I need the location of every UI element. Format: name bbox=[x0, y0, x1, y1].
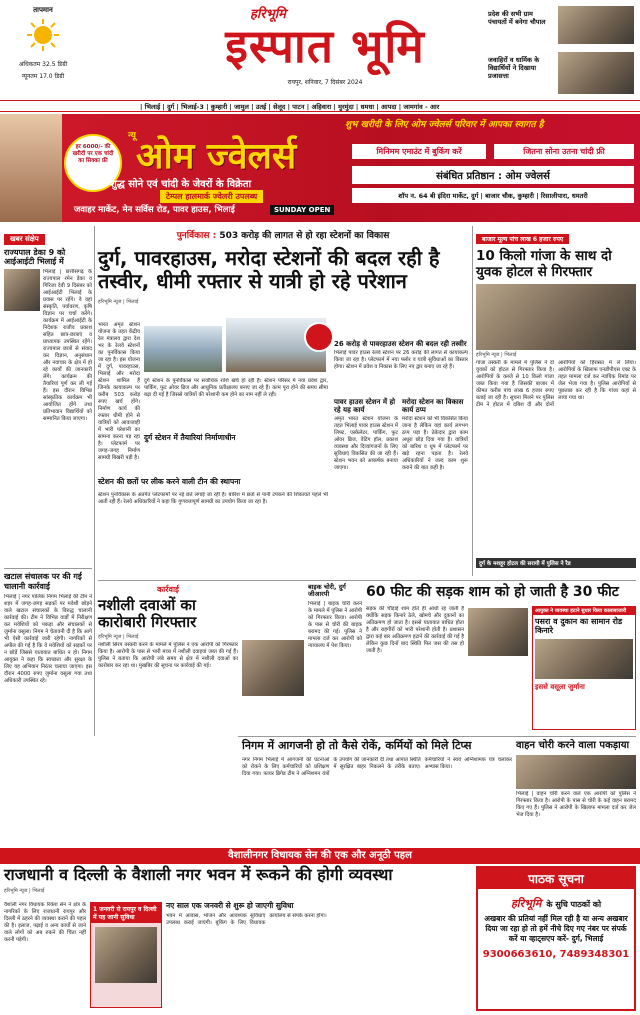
notice-text: अखबार की प्रतियां नहीं मिल रही है या अन्य अखबार दिया जा रहा हो तो हमें नीचे दिए गए नंबर पर संपर्क करें या व्हाट्सएप करें- दुर्ग, भिलाई bbox=[484, 914, 628, 943]
left-header: खबर संक्षेप bbox=[4, 234, 45, 245]
temp-max: अधिकतम 32.5 डिग्री bbox=[18, 61, 68, 68]
ad-desc: शुद्ध सोने एवं चांदी के जेवरों के विक्रेता bbox=[110, 179, 252, 190]
bottom-story bbox=[4, 866, 472, 1011]
promo-2 bbox=[488, 52, 636, 96]
theft-text: भिलाई | बाइक चोरी करने के मामले में पुलिस ने आरोपी को गिरफ्तार किया। आरोपी के पास से चोरी की बाइक बरामद की गई। पुलिस ने मामला दर्ज कर आरोपी को न्यायालय में पेश किया। bbox=[308, 600, 362, 649]
bottom-banner-text: वैशालीनगर विधायक सेन की एक और अनूठी पहल bbox=[228, 850, 412, 861]
haribhoomi-badge bbox=[304, 322, 334, 352]
left-col-divider bbox=[94, 226, 95, 736]
brief-1-photo bbox=[4, 269, 40, 311]
notice-title: पाठक सूचना bbox=[478, 868, 634, 889]
lead-text: भारत अमृत स्टेशन योजना के तहत केंद्रीय रेल मंत्रालय द्वारा देश भर के रेलवे स्टेशनों का पुनर्विकास किया जा रहा है। इस योजना में दुर्ग, पावरहाउस, भिलाई और मरोदा स्टेशन शामिल हैं जिनके कायाकल्प पर करीब 503 करोड़ रुपए खर्च होंगे। निर्माण कार्य की रफ्तार धीमी होने से यात्रियों को आवाजाही में भारी परेशानी का सामना करना पड़ रहा है। प्लेटफार्म पर जगह-जगह निर्माण सामग्री बिखरी पड़ी है। bbox=[98, 322, 140, 461]
lead-side-column bbox=[334, 340, 468, 580]
brief-2-title: खटाल संचालक पर की गई चालानी कार्रवाई bbox=[4, 572, 82, 591]
sun-icon bbox=[26, 18, 60, 52]
side-t1: भिलाई पावर हाउस रेलवे स्टेशन पर 26 करोड़ की लागत से कायाकल्प किया जा रहा है। प्लेटफार्म में नया फ्लोर व यात्री सुविधाओं का विस्तार होगा। स्टेशन में प्रवेश व निकास के लिए नए द्वार बनाए जा रहे हैं। bbox=[334, 350, 468, 371]
ad-open: SUNDAY OPEN bbox=[270, 205, 334, 215]
notice-brand: हरिभूमि bbox=[510, 897, 542, 910]
vehicle-text: भिलाई | वाहन चोरी करने वाले एक आरोपी को पुलिस ने गिरफ्तार किया है। आरोपी के पास से चोरी के कई वाहन बरामद किए गए हैं। पुलिस ने आरोपी के खिलाफ मामला दर्ज कर जेल भेज दिया है। bbox=[516, 790, 636, 818]
road-text: सड़क की चौड़ाई शाम होते ही आधी रह जाती है क्योंकि सड़क किनारे ठेले, खोमचे और दुकानों का अतिक्रमण हो जाता है। इससे यातायात बाधित होता है और राहगीरों को भारी परेशानी होती है। प्रशासन द्वारा कई बार अतिक्रमण हटाने की कार्रवाई की गई है लेकिन कुछ दिनों बाद स्थिति फिर जस की तस हो जाती है। bbox=[366, 606, 464, 654]
lead-sub2: स्टेशन की छतों पर लीक करने वाली टीन की स्थापना bbox=[98, 477, 241, 486]
dateline: रायपुर, शनिवार, 7 दिसंबर 2024 bbox=[287, 79, 363, 86]
shop-kicker: आयुक्त ने व्यवस्था हटाने सुधार किया कालाबाजारी bbox=[533, 607, 635, 615]
promo-1-text: प्रदेश की सभी ग्राम पंचायतों में बनेगा चौपाल bbox=[488, 10, 546, 26]
ad-button-2: जितना सोना उतना चांदी फ्री bbox=[494, 144, 634, 159]
road-story bbox=[366, 584, 636, 734]
promo-2-photo bbox=[558, 52, 634, 94]
theft-brief bbox=[308, 584, 362, 734]
ad-collection: टेम्पल हालमार्क ज्वेलरी उपलब्ध bbox=[160, 190, 263, 203]
city-strip bbox=[0, 100, 640, 112]
lead-kicker-label: पुनर्विकास : bbox=[176, 231, 217, 241]
fire-headline: निगम में आगजनी हो तो कैसे रोकें, कर्मियों को मिले टिप्स bbox=[242, 739, 472, 752]
ad-brand: ओम ज्वेलर्स bbox=[136, 136, 297, 177]
side-h2: पावर हाउस स्टेशन में हो रहे यह कार्य bbox=[334, 398, 396, 415]
reader-notice bbox=[476, 866, 636, 1011]
right-text: गांजा तस्करी के मामले में पुलिस ने दो युवकों को होटल से गिरफ्तार किया है। आरोपियों के कब्जे से 10 किलो गांजा जब्त किया गया है जिसकी बाजार में कीमत करीब पांच लाख 6 हजार रुपए बताई जा रही है। सूचना मिलने पर पुलिस टीम ने होटल में दबिश दी और दोनों आरोपियों को हिरासत में ले लिया। आरोपियों के खिलाफ एनडीपीएस एक्ट के तहत मामला दर्ज कर न्यायिक रिमांड पर जेल भेजा गया है। पुलिस आरोपियों से पूछताछ कर रही है कि गांजा कहां से लाया गया था। bbox=[476, 360, 636, 409]
lead-caption: दुर्ग स्टेशन में तैयारियां निर्माणाधीन bbox=[144, 433, 236, 442]
lead-kicker-rest: 503 करोड़ की लागत से हो रहा स्टेशनों का विकास bbox=[216, 231, 390, 241]
drug-headline: नशीली दवाओं का कारोबारी गिरफ्तार bbox=[98, 596, 197, 632]
right-point: दुर्ग के मशहूर होटल की सरायी में पुलिस ने रैड bbox=[476, 558, 636, 568]
row2-divider bbox=[98, 580, 636, 581]
ad-button-1: मिनिमम एमाउंट में बुकिंग करें bbox=[352, 144, 486, 159]
vehicle-photo bbox=[516, 755, 636, 789]
ad-address: जवाहर मार्केट, मेन सर्विस रोड, पावर हाउस, भिलाई bbox=[74, 205, 235, 215]
bottom-box bbox=[90, 902, 162, 1008]
ad-branch-title: संबंधित प्रतिष्ठान : ओम ज्वेलर्स bbox=[352, 166, 634, 184]
side-h1: 26 करोड़ से पावरहाउस स्टेशन की बदल रही तस्वीर bbox=[334, 340, 467, 348]
drug-story bbox=[98, 584, 238, 734]
brief-2-text: भिलाई | नगर पालिक निगम भिलाई की टीम ने शहर में जगह-जगह सड़कों पर मवेशी छोड़ने वाले खटाल संचालकों के विरुद्ध चालानी कार्रवाई की। टीम ने विभिन्न वार्डों में निरीक्षण कर मवेशियों को पकड़ा और संचालकों से जुर्माना वसूला। निगम ने चेतावनी दी है कि आगे भी ऐसी कार्रवाई जारी रहेगी। नागरिकों से अपील की गई है कि वे मवेशियों को सड़कों पर न छोड़ें जिससे यातायात बाधित न हो। निगम आयुक्त ने कहा कि स्वच्छता और सुरक्षा के लिए यह अभियान निरंतर चलाया जाएगा। इस दौरान 4000 रुपए जुर्माना वसूला गया तथा अधिकारी उपस्थित रहे। bbox=[4, 593, 92, 684]
bottom-byline: हरिभूमि न्यूज | भिलाई bbox=[4, 888, 45, 895]
left-divider bbox=[4, 568, 92, 569]
vehicle-headline: वाहन चोरी करने वाला पकड़ाया bbox=[516, 740, 630, 751]
vehicle-story bbox=[516, 740, 636, 846]
brief-1-text: भिलाई | छत्तीसगढ़ के राज्यपाल रमेन डेका व गिरिजा देवी 9 दिसंबर को आईआईटी भिलाई के प्रवास पर रहेंगे। वे वहां संस्कृति, पर्यावरण, कृषि विज्ञान पर चर्चा करेंगे। कार्यक्रम में आईआईटी के निदेशक राजीव प्रकाश सहित छात्र-छात्राएं व प्राध्यापक उपस्थित रहेंगे। राज्यपाल छात्रों से संवाद कर विज्ञान, अनुसंधान और नवाचार के क्षेत्र में हो रहे कार्यों की जानकारी लेंगे। कार्यक्रम की तैयारियां पूर्ण कर ली गई हैं। इस दौरान विभिन्न सांस्कृतिक कार्यक्रम भी आयोजित होंगे तथा प्रतिभावान विद्यार्थियों को सम्मानित किया जाएगा। bbox=[43, 269, 92, 423]
side-col-b bbox=[402, 398, 468, 566]
bottom-text: वैशाली नगर विधायक रिकेश सेन ने क्षेत्र के नागरिकों के लिए राजधानी रायपुर और दिल्ली में ठहरने की व्यवस्था कराने की पहल की है। इलाज, पढ़ाई व अन्य कार्यों से जाने वाले लोगों को अब रुकने की चिंता नहीं करनी पड़ेगी। bbox=[4, 902, 86, 943]
side-t2: अमृत भारत स्टेशन योजना के तहत भिलाई पावर हाउस स्टेशन में लिफ्ट, एस्केलेटर, पार्किंग, फुट ओवर ब्रिज, वेटिंग हॉल, प्रकाश व्यवस्था और दिव्यांगजनों के लिए सुविधाएं विकसित की जा रही हैं। स्टेशन भवन को आकर्षक बनाया जाएगा। bbox=[334, 416, 398, 472]
bottom-banner bbox=[0, 848, 640, 864]
row3-divider bbox=[238, 736, 636, 737]
road-headline: 60 फीट की सड़क शाम को हो जाती है 30 फीट bbox=[366, 584, 619, 600]
shop-box bbox=[532, 606, 636, 730]
lead-byline: हरिभूमि न्यूज | भिलाई bbox=[98, 299, 139, 305]
jeweller-ad bbox=[0, 114, 640, 222]
ad-model-photo bbox=[0, 114, 62, 222]
ad-tagline: शुभ खरीदी के लिए ओम ज्वेलर्स परिवार में आपका स्वागत है bbox=[345, 120, 544, 130]
notice-brand-line bbox=[478, 892, 634, 911]
lead-sub2-text: स्टेशन पुनर्विकास के अंतर्गत प्लेटफार्मों पर नई छतें लगाई जा रही हैं। बारिश में छतों से पानी टपकने की शिकायतें पहले भी आती रही हैं। रेलवे अधिकारियों ने कहा कि गुणवत्तापूर्ण सामग्री का उपयोग किया जा रहा है। bbox=[98, 492, 328, 505]
drug-text: नशीली सिरप तस्करी करने के मामले में पुलिस ने एक आरोपी को गिरफ्तार किया है। आरोपी के पास से भारी मात्रा में नशीली दवाइयां जब्त की गई हैं। पुलिस ने बताया कि आरोपी लंबे समय से क्षेत्र में नशीली दवाओं का कारोबार कर रहा था। मुखबिर की सूचना पर कार्रवाई की गई। bbox=[98, 641, 238, 669]
masthead-title: इस्पात भूमि bbox=[225, 19, 425, 73]
side-t3: मरोदा स्टेशन को भी विकसित किया जाना है लेकिन यहां कार्य लगभग ठप्प पड़ा है। ठेकेदार द्वारा काम अधूरा छोड़ दिया गया है। यात्रियों को बारिश व धूप में प्लेटफार्म पर खड़े रहना पड़ता है। रेलवे अधिकारियों ने जल्द काम शुरू कराने की बात कही है। bbox=[402, 416, 468, 472]
brief-1-title: राज्यपाल डेका 9 को आईआईटी भिलाई में bbox=[4, 248, 66, 267]
notice-sub: के सुधि पाठकों को bbox=[546, 900, 602, 909]
masthead bbox=[0, 0, 640, 100]
city-list: | भिलाई | दुर्ग | भिलाई-3 | कुम्हारी | जामुल | उतई | सेलूद | पाटन | अहिवारा | मुरमुंदा | धमधा | आपदा | जामगांव - आर bbox=[140, 103, 440, 111]
temp-min: न्यूनतम 17.0 डिग्री bbox=[21, 73, 65, 80]
bottom-box-text: 1 जनवरी से रायपुर व दिल्ली में यह जानी सुविधा bbox=[91, 903, 161, 923]
promo-1 bbox=[488, 6, 636, 46]
road-photo bbox=[468, 608, 528, 656]
side-col-a bbox=[334, 398, 398, 566]
theft-kicker: बाइक चोरी, दुर्ग जीआरपी bbox=[308, 583, 346, 599]
ad-branches: शॉप न. 64 बी इंदिरा मार्केट, दुर्ग | बाजार चौक, कुम्हारी | रिसालीपारा, धमतरी bbox=[352, 188, 634, 203]
ad-offer-text: हर 6000/- की खरीदी पर एक चांदी का सिक्का फ्री bbox=[72, 144, 114, 164]
fire-story bbox=[242, 740, 512, 846]
center-col-divider bbox=[472, 226, 473, 576]
lead-kicker bbox=[98, 228, 468, 241]
lead-photo bbox=[144, 326, 222, 372]
right-byline: हरिभूमि न्यूज | भिलाई bbox=[476, 352, 517, 359]
shop-photo bbox=[535, 639, 633, 679]
fire-text: नगर निगम भिलाई में आगजनी की घटनाओं को रोकने के लिए कर्मचारियों को प्रशिक्षण दिया गया। फायर ब्रिगेड टीम ने अग्निशमन यंत्रों के उपयोग की जानकारी दी तथा आपात स्थिति में सुरक्षित बाहर निकलने के तरीके बताए। कर्मचारियों ने स्वयं अग्निशामक यंत्र चलाकर अभ्यास किया। bbox=[242, 756, 512, 777]
drug-photo bbox=[242, 640, 304, 696]
shop-headline: पसरा व दुकान का सामान रोड किनारे bbox=[535, 617, 623, 636]
right-headline: 10 किलो गांजा के साथ दो युवक होटल से गिरफ्तार bbox=[476, 248, 612, 280]
left-column bbox=[4, 226, 92, 736]
brand-small: हरिभूमि bbox=[250, 7, 286, 22]
right-photo bbox=[476, 284, 636, 350]
drug-kicker: कार्रवाई bbox=[157, 585, 179, 594]
promo-1-photo bbox=[558, 6, 634, 44]
lead-headline: दुर्ग, पावरहाउस, मरोदा स्टेशनों की बदल रही है तस्वीर, धीमी रफ्तार से यात्री हो रहे परेशान bbox=[98, 246, 440, 293]
right-kicker: बाजार मूल्य पांच लाख 6 हजार रुपए bbox=[476, 234, 569, 244]
weather-label: तापमान bbox=[33, 6, 53, 14]
bottom-mid-text: भवन में आवास, भोजन और आवश्यक सुविधाएं उपलब्ध कराई जाएंगी। बुकिंग के लिए विधायक कार्यालय से संपर्क करना होगा। bbox=[166, 912, 327, 926]
right-story bbox=[476, 226, 636, 576]
bottom-headline: राजधानी व दिल्ली के वैशाली नगर भवन में रूकने की होगी व्यवस्था bbox=[4, 865, 393, 884]
drug-byline: हरिभूमि न्यूज | भिलाई bbox=[98, 633, 139, 640]
bottom-mid bbox=[166, 902, 472, 1008]
ad-prefix: न्यू bbox=[128, 131, 136, 141]
penalty-label: इससे वसूला जुर्माना bbox=[535, 683, 585, 692]
weather-box bbox=[8, 6, 78, 96]
mla-photo bbox=[95, 927, 157, 983]
bottom-mid-headline: नए साल एक जनवरी से शुरू हो जाएगी सुविधा bbox=[166, 901, 294, 910]
notice-phone[interactable]: 9300663610, 7489348301 bbox=[482, 949, 630, 960]
lead-mid-text: दुर्ग स्टेशन के पुनर्विकास पर सर्वाधिक राशि खर्च हो रही है। स्टेशन परिसर में नया प्रवेश द्वार, पार्किंग, फुट ओवर ब्रिज और आधुनिक प्रतीक्षालय बनाए जा रहे हैं। काम पूरा होने की समय सीमा बढ़ा दी गई है जिससे यात्रियों की परेशानी कम होने का नाम नहीं ले रही। bbox=[144, 378, 328, 398]
side-h3: मरोदा स्टेशन का विकास कार्य ठप्प bbox=[402, 398, 464, 415]
promo-2-text: जवाहिरों व धार्मिक के विद्यार्थियों ने दिखाया प्रजासत्ता bbox=[488, 56, 540, 80]
